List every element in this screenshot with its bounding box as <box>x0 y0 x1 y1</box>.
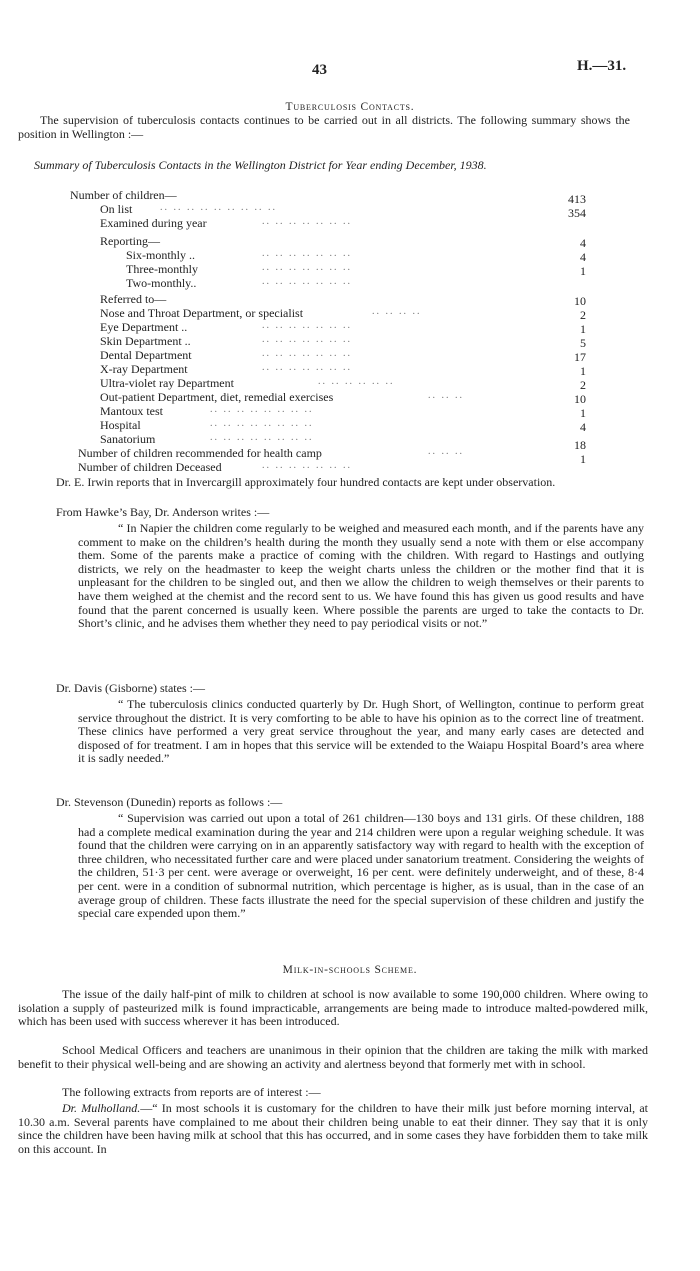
row-label: X-ray Department <box>100 362 188 376</box>
row-label: Mantoux test <box>100 404 163 418</box>
page-header <box>0 58 700 80</box>
mulholland-text: —“ In most schools it is customary for the children to have their milk just before morning interval, at 10.30 a.m. Several parents have complained to me about their children being unable to eat their dinner. They say that it is only since the children have been having milk at school that this has occurred, and in some cases they have forbidden them to take milk on this account. In <box>18 1101 648 1156</box>
row-label: Dental Department <box>100 348 192 362</box>
leader-dots: .. .. .. .. .. .. .. <box>262 320 352 331</box>
milk-paragraph-1: The issue of the daily half-pint of milk to children at school is now available to some 190,000 children. Where owing to isolation a supply of pasteurized milk is found impracticable, arrangements are being made to introduce malted-powdered milk, which has been used with success wherever it has been introduced. <box>18 987 648 1029</box>
row-label: Ultra-violet ray Department <box>100 376 234 390</box>
leader-dots: .. .. .. .. .. .. .. <box>262 276 352 287</box>
leader-dots: .. .. .. .. .. .. .. <box>262 216 352 227</box>
row-label: Reporting— <box>100 234 160 248</box>
row-label: Number of children recommended for health camp <box>78 446 322 460</box>
row-label: Six-monthly .. <box>126 248 196 262</box>
row-label: Referred to— <box>100 292 167 306</box>
milk-paragraph-2: School Medical Officers and teachers are unanimous in their opinion that the children are taking the milk with marked benefit to their physical well-being and are showing an activity and alertness beyond that formerly met with in school. <box>18 1043 648 1071</box>
davis-intro: Dr. Davis (Gisborne) states :— <box>56 681 205 695</box>
milk-scheme-heading: Milk-in-schools Scheme. <box>282 964 418 976</box>
leader-dots: .. .. .. .. .. .. .. <box>262 334 352 345</box>
leader-dots: .. .. .. .. .. .. .. .. <box>210 432 314 443</box>
leader-dots: .. .. .. .. .. .. .. <box>262 248 352 259</box>
mulholland-paragraph <box>18 1102 648 1156</box>
row-label: Eye Department .. <box>100 320 188 334</box>
hawkes-bay-intro: From Hawke’s Bay, Dr. Anderson writes :— <box>56 505 270 519</box>
leader-dots: .. .. .. .. .. .. .. <box>262 362 352 373</box>
stevenson-quote: “ Supervision was carried out upon a total of 261 children—130 boys and 131 girls. Of these children, 188 had a complete medical examination during the year and 214 children were upon a regular weighing schedule. It was found that the children were carrying on in an apparently satisfactory way with regard to health with the exception of three children, who necessitated further care and were placed under sanatorium treatment. Considering the weights of the children, 51·3 per cent. were average or overweight, 16 per cent. were definitely underweight, and of these, 8·4 per cent. were in a condition of subnormal nutrition, which percentage is higher, as is usual, than in the case of an average group of children. These facts illustrate the need for the special supervision of these children and justify the special care expended upon them.” <box>78 811 644 921</box>
row-label: Three-monthly <box>126 262 198 276</box>
stevenson-intro: Dr. Stevenson (Dunedin) reports as follows :— <box>56 795 283 809</box>
page-number: 43 <box>312 62 327 78</box>
leader-dots: .. .. .. .. <box>372 306 422 317</box>
row-label: Skin Department .. <box>100 334 191 348</box>
row-label: On list <box>100 202 133 216</box>
leader-dots: .. .. .. .. .. .. .. <box>262 262 352 273</box>
row-label: Two-monthly.. <box>126 276 197 290</box>
document-reference: H.—31. <box>577 58 627 74</box>
leader-dots: .. .. .. .. .. .. .. .. <box>210 418 314 429</box>
davis-quote: “ The tuberculosis clinics conducted quarterly by Dr. Hugh Short, of Wellington, continue to perform great service throughout the district. It is very comforting to be able to have his opinion as to the correct line of treatment. These clinics have performed a very great service throughout the year, and many early cases are detected and disposed of for treatment. I am in hopes that this service will be extended to the Waiapu Hospital Board’s area where it is sadly needed.” <box>78 697 644 766</box>
document-page: 43 H.—31. Tuberculosis Contacts. The supervision of tuberculosis contacts continues to be carried out in all districts. The following summary shows the position in Wellington :— Summary of Tuberculosis Contacts in the Wellington District for Year ending December, 1938. Number of children— On list .. .. .. .. .. .. .. .. .. Examined during year .. .. .. .. .. .. .. Reporting— Six-monthly .. .. .. .. .. .. .. .. Three-monthly .. .. .. .. .. .. .. Two-monthly.. .. .. .. .. .. .. .. Referred to— Nose and Throat Department, or specialist .. .. .. .. Eye Department .. .. .. .. .. .. .. .. Skin Department .. .. .. .. .. .. .. .. Dental Department .. .. .. .. .. .. .. X-ray Department .. .. .. .. .. .. .. Ultra-violet ray Department .. .. .. .. .. .. Out-patient Department, diet, remedial exercises .. .. .. Mantoux test .. .. .. .. .. .. .. .. Hospital .. .. .. .. .. .. .. .. Sanatorium .. .. .. .. .. .. .. .. Number of children recommended for health camp .. .. .. Number of children Deceased .. .. .. .. .. .. .. 413 354 4 4 1 10 2 1 5 17 1 2 10 1 4 18 1 Dr. E. Irwin reports that in Invercargill approximately four hundred contacts are kept under observation. From Hawke’s Bay, Dr. Anderson writes :— “ In Napier the children come regularly to be weighed and measured each month, and if the parents have any comment to make on the children’s health during the month they usually send a note with them or else accompany them. Some of the parents make a practice of coming with the children. With regard to Hastings and outlying districts, we rely on the headmaster to keep the weight charts unless the children or the mother find that it is unpleasant for the children to be singled out, and then we allow the children to weigh themselves or their parents to have them weighed at the chemist and the record sent to us. We have found this has given us good results and have found that the parent concerned is usually keen. Where possible the parents are urged to take the contacts to Dr. Short’s clinic, and he advises them whether they need to pay periodical visits or not.” Dr. Davis (Gisborne) states :— “ The tuberculosis clinics conducted quarterly by Dr. Hugh Short, of Wellington, continue to perform great service throughout the district. It is very comforting to be able to have his opinion as to the correct line of treatment. These clinics have performed a very great service throughout the year, and many early cases are detected and disposed of for treatment. I am in hopes that this service will be extended to the Waiapu Hospital Board’s area where it is sadly needed.” Dr. Stevenson (Dunedin) reports as follows :— “ Supervision was carried out upon a total of 261 children—130 boys and 131 girls. Of these children, 188 had a complete medical examination during the year and 214 children were upon a regular weighing schedule. It was found that the children were carrying on in an apparently satisfactory way with regard to health with the exception of three children, who necessitated further care and were placed under sanatorium treatment. Considering the weights of the children, 51·3 per cent. were average or overweight, 16 per cent. were definitely underweight, and of these, 8·4 per cent. were in a condition of subnormal nutrition, which percentage is higher, as is usual, than in the case of an average group of children. These facts illustrate the need for the special supervision of these children and justify the special care expended upon them.” Milk-in-schools Scheme. The issue of the daily half-pint of milk to children at school is now available to some 190,000 children. Where owing to isolation a supply of pasteurized milk is found impracticable, arrangements are being made to introduce malted-powdered milk, which has been used with success wherever it has been introduced. School Medical Officers and teachers are unanimous in their opinion that the children are taking the milk with marked benefit to their physical well-being and are showing an activity and alertness beyond that formerly met with in school. The following extracts from reports are of interest :— Dr. Mulholland.—“ In most schools it is customary for the children to have their milk just before morning interval, at 10.30 a.m. Several parents have complained to me about their children being unable to eat their dinner. They say that it is only since the children have been having milk at school that this has occurred, and in some cases they have forbidden them to take milk on this account. In <box>0 0 700 1271</box>
leader-dots: .. .. .. .. .. .. <box>318 376 395 387</box>
leader-dots: .. .. .. .. .. .. .. <box>262 348 352 359</box>
leader-dots: .. .. .. <box>428 390 464 401</box>
row-label: Number of children— <box>70 188 177 202</box>
leader-dots: .. .. .. .. .. .. .. <box>262 460 352 471</box>
tb-contacts-heading: Tuberculosis Contacts. <box>285 101 415 113</box>
row-label: Sanatorium <box>100 432 156 446</box>
row-label: Hospital <box>100 418 141 432</box>
row-label: Nose and Throat Department, or specialist <box>100 306 304 320</box>
leader-dots: .. .. .. <box>428 446 464 457</box>
milk-paragraph-3: The following extracts from reports are of interest :— <box>62 1085 321 1099</box>
summary-title: Summary of Tuberculosis Contacts in the Wellington District for Year ending December, 1938. <box>34 158 487 172</box>
irwin-paragraph: Dr. E. Irwin reports that in Invercargill approximately four hundred contacts are kept under observation. <box>56 475 556 489</box>
leader-dots: .. .. .. .. .. .. .. .. .. <box>160 202 277 213</box>
mulholland-name: Dr. Mulholland. <box>62 1101 141 1115</box>
tb-intro-paragraph: The supervision of tuberculosis contacts continues to be carried out in all districts. The following summary shows the position in Wellington :— <box>18 113 630 141</box>
leader-dots: .. .. .. .. .. .. .. .. <box>210 404 314 415</box>
row-label: Number of children Deceased <box>78 460 222 474</box>
hawkes-bay-quote: “ In Napier the children come regularly to be weighed and measured each month, and if the parents have any comment to make on the children’s health during the month they usually send a note with them or else accompany them. Some of the parents make a practice of coming with the children. With regard to Hastings and outlying districts, we rely on the headmaster to keep the weight charts unless the children or the mother find that it is unpleasant for the children to be singled out, and then we allow the children to weigh themselves or their parents to have them weighed at the chemist and the record sent to us. We have found this has given us good results and have found that the parent concerned is usually keen. Where possible the parents are urged to take the contacts to Dr. Short’s clinic, and he advises them whether they need to pay periodical visits or not.” <box>78 521 644 631</box>
row-label: Examined during year <box>100 216 207 230</box>
row-label: Out-patient Department, diet, remedial exercises <box>100 390 334 404</box>
